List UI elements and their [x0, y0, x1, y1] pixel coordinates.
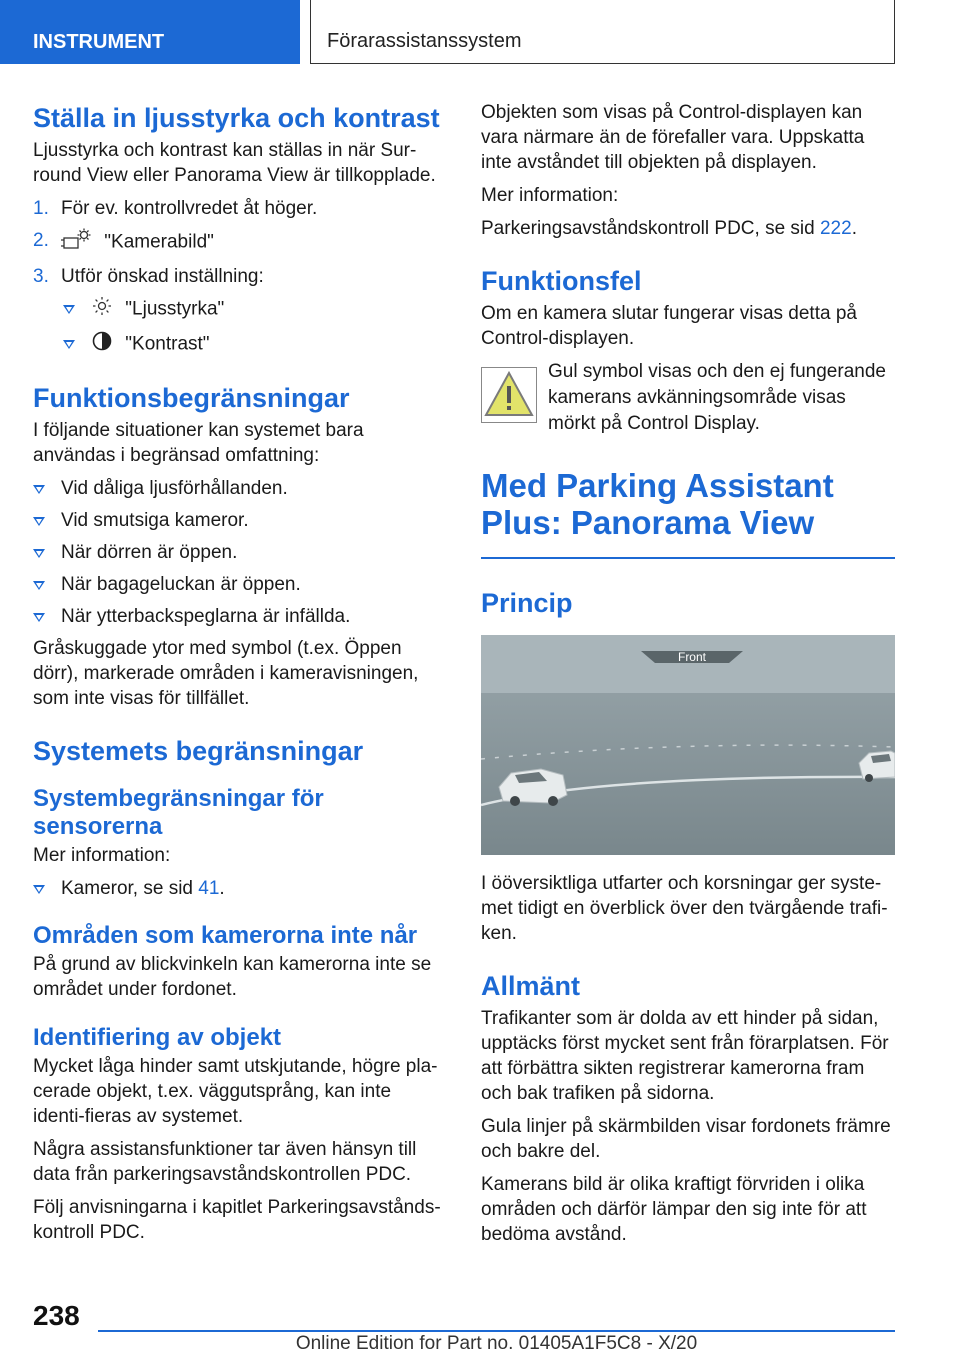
sub-step-contrast — [33, 331, 448, 358]
chapter-tab — [0, 0, 300, 64]
list-item: När dörren är öppen. — [33, 540, 448, 565]
list-item: Kameror, se sid 41. — [33, 876, 448, 901]
step-number: 2. — [33, 230, 49, 251]
list-item: Vid smutsiga kameror. — [33, 508, 448, 533]
bullet-triangle-icon — [33, 613, 45, 622]
right-column — [481, 100, 895, 1255]
chapter-heading: Med Parking Assistant Plus: Panorama View — [481, 467, 834, 541]
list-item: När ytterbackspeglarna är infällda. — [33, 604, 448, 629]
sub-step-brightness — [33, 296, 448, 323]
heading-object-detection: Identifiering av objekt — [33, 1024, 282, 1051]
step-number: 1. — [33, 198, 49, 219]
page-number: 238 — [33, 1300, 80, 1331]
step-item — [33, 264, 448, 289]
heading-sensor-limits: Systembegränsningar för sensorerna — [33, 785, 324, 840]
left-column — [33, 100, 448, 1253]
heading-brightness-contrast: Ställa in ljusstyrka och kontrast — [33, 103, 440, 133]
heading-general: Allmänt — [481, 970, 581, 1001]
brightness-icon — [92, 296, 112, 323]
heading-principle: Princip — [481, 587, 573, 618]
step-number: 3. — [33, 266, 49, 287]
limitations-outro: Gråskuggade ytor med symbol (t.ex. Öppen dörr), markerade områden i kameravisningen, som inte visas för tillfället. — [33, 638, 419, 709]
warning-triangle-icon — [481, 367, 537, 428]
step-item — [33, 196, 448, 221]
sensor-more-info: Mer information: — [33, 845, 171, 866]
objects-closer-text: Objekten som visas på Control-displayen kan vara närmare än de förefaller vara. Uppskatta inte avståndet till objekten på displayen. — [481, 102, 865, 173]
contrast-icon — [92, 331, 112, 358]
panorama-view-image — [481, 635, 895, 855]
step-text: "Kamerabild" — [104, 231, 214, 253]
general-p2: Gula linjer på skärmbilden visar fordonets främre och bakre del. — [481, 1115, 891, 1162]
bullet-triangle-icon — [33, 885, 45, 894]
malfunction-warning — [481, 359, 895, 437]
principle-text: I ööversiktliga utfarter och korsningar ger syste-met tidigt en överblick över den tvärgående trafi-ken. — [481, 872, 888, 944]
section-title: Förarassistanssystem — [327, 30, 522, 52]
general-p1: Trafikanter som är dolda av ett hinder på sidan, upptäcks först mycket sent från förarplatsen. För att förbättra sikten registrerar kamerorna fram och bak trafiken på sidorna. — [481, 1007, 889, 1104]
edition-line: Online Edition for Part no. 01405A1F5C8 - X/20 — [295, 1333, 698, 1354]
malfunction-text: Om en kamera slutar fungerar visas detta på Control-displayen. — [481, 303, 857, 349]
heading-malfunction: Funktionsfel — [481, 266, 642, 296]
more-info-label: Mer information: — [481, 185, 619, 206]
step-text: Utför önskad inställning: — [61, 266, 264, 287]
list-item: Vid dåliga ljusförhållanden. — [33, 476, 448, 501]
bullet-triangle-icon — [63, 340, 75, 349]
heading-function-limitations: Funktionsbegränsningar — [33, 383, 350, 413]
bullet-triangle-icon — [33, 549, 45, 558]
object-detection-p1: Mycket låga hinder samt utskjutande, högre pla-cerade objekt, t.ex. väggutsprång, kan inte identi-fieras av systemet. — [33, 1056, 438, 1127]
page-link-222[interactable]: 222 — [819, 218, 852, 239]
object-detection-p3: Följ anvisningarna i kapitlet Parkeringsavstånds-kontroll PDC. — [33, 1197, 441, 1243]
limitations-intro: I följande situationer kan systemet bara användas i begränsad omfattning: — [33, 420, 364, 466]
car-left — [499, 769, 567, 806]
bullet-triangle-icon — [33, 517, 45, 526]
warning-text: Gul symbol visas och den ej fungerande kamerans avkänningsområde visas mörkt på Control Display. — [548, 361, 886, 434]
bullet-triangle-icon — [63, 305, 75, 314]
section-header — [310, 0, 895, 64]
chapter-title: INSTRUMENT — [33, 30, 165, 53]
heading-system-limits: Systemets begränsningar — [33, 736, 364, 766]
heading-rule — [481, 557, 895, 559]
general-p3: Kamerans bild är olika kraftigt förvriden i olika områden och därför lämpar den sig inte för att bedöma avstånd. — [481, 1173, 867, 1245]
bullet-triangle-icon — [33, 485, 45, 494]
bullet-triangle-icon — [33, 581, 45, 590]
object-detection-p2: Några assistansfunktioner tar även hänsyn till data från parkeringsavståndskontrollen PDC. — [33, 1139, 417, 1185]
step-item — [33, 228, 448, 257]
camera-settings-icon — [61, 228, 91, 257]
step-text: För ev. kontrollvredet åt höger. — [61, 198, 318, 219]
heading-blind-areas: Områden som kamerorna inte når — [33, 922, 418, 949]
blind-areas-text: På grund av blickvinkeln kan kamerorna inte se området under fordonet. — [33, 954, 432, 1000]
footer-rule — [98, 1330, 895, 1332]
pdc-reference: Parkeringsavståndskontroll PDC, se sid 222. — [481, 218, 857, 239]
sub-step-text: "Kontrast" — [125, 333, 210, 355]
brightness-intro: Ljusstyrka och kontrast kan ställas in när Sur-round View eller Panorama View är tillkopplade. — [33, 140, 436, 186]
sub-step-text: "Ljusstyrka" — [125, 298, 225, 320]
front-label: Front — [677, 649, 707, 664]
list-item: När bagageluckan är öppen. — [33, 572, 448, 597]
page-link-41[interactable]: 41 — [198, 878, 220, 899]
